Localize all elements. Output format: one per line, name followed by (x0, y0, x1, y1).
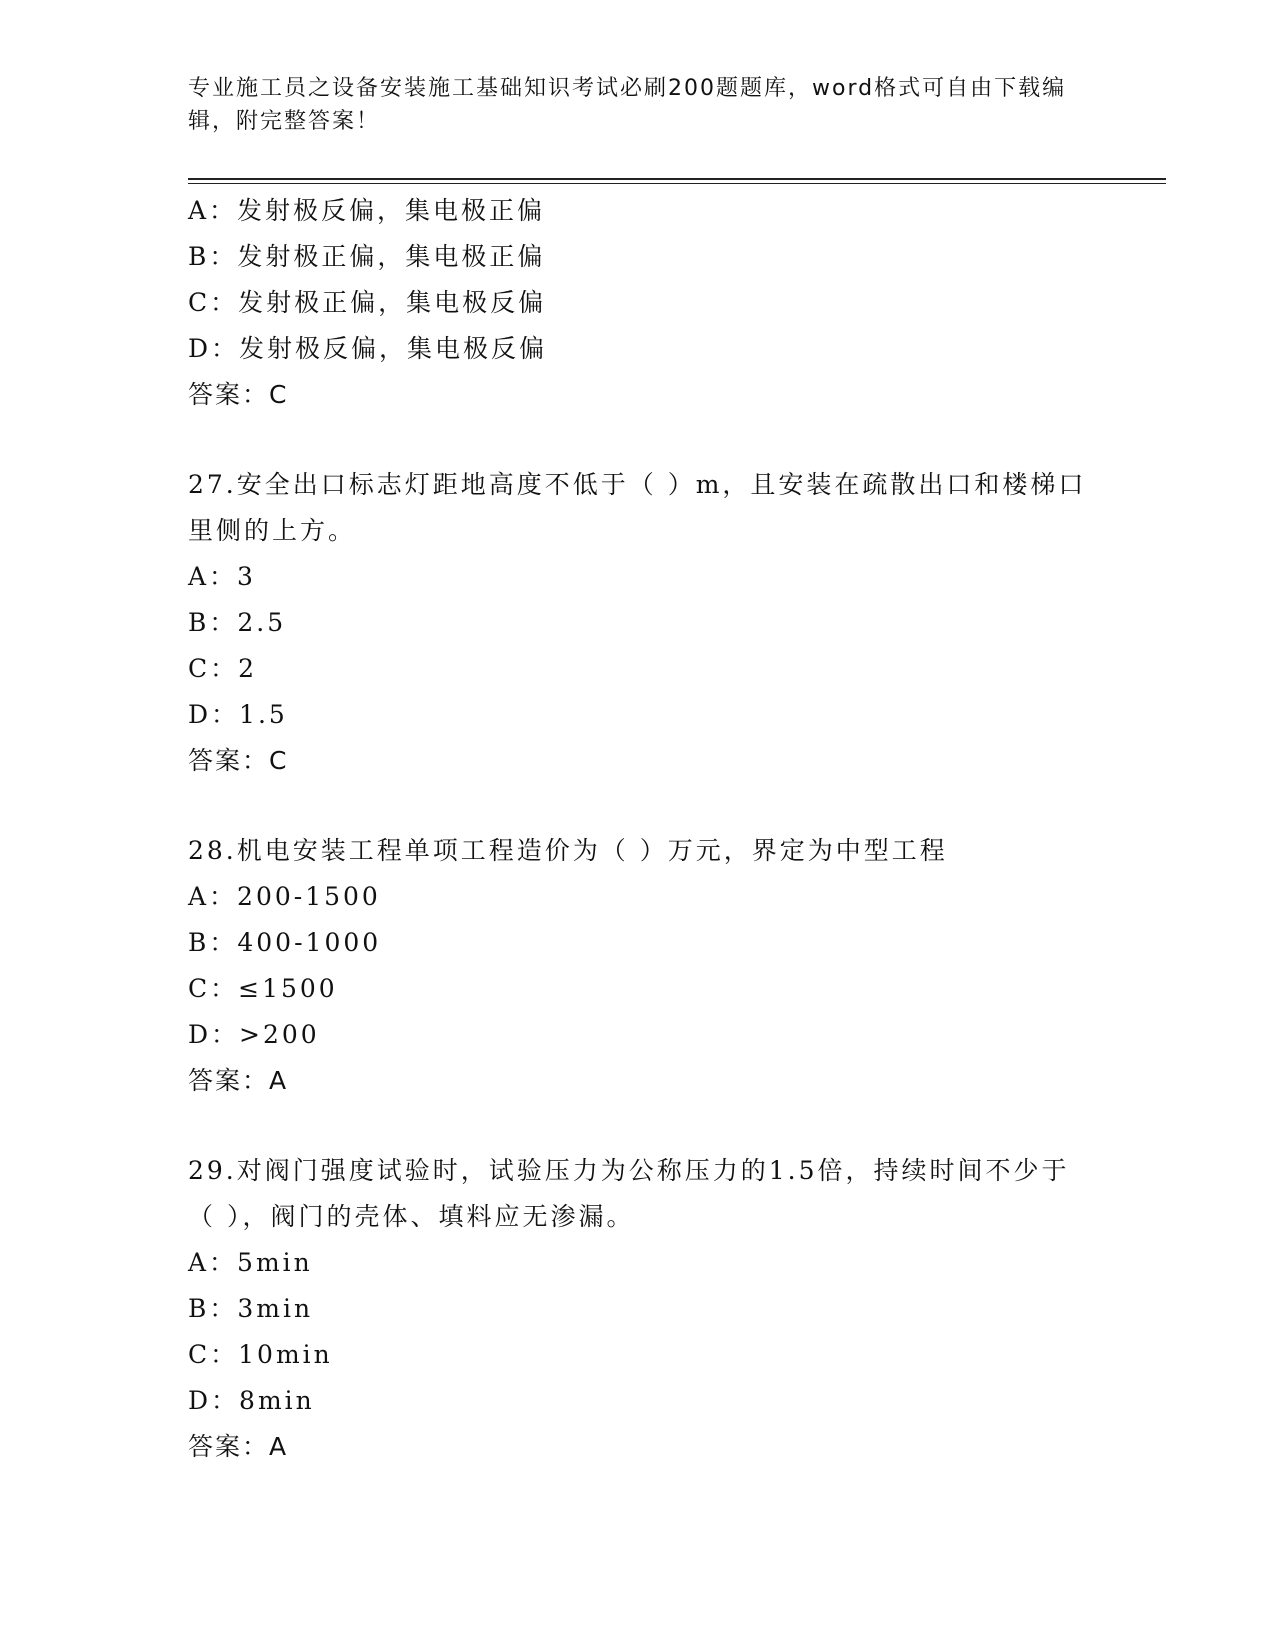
option-a: A：200-1500 (188, 882, 381, 911)
option-a: A：3 (188, 562, 256, 591)
question-28 (188, 828, 1088, 1104)
option-c: C：10min (188, 1340, 333, 1369)
option-d: D：8min (188, 1386, 315, 1415)
option-b: B：发射极正偏，集电极正偏 (188, 242, 546, 271)
option-b: B：400-1000 (188, 928, 382, 957)
document-header: 专业施工员之设备安装施工基础知识考试必刷200题题库，word格式可自由下载编辑，附完整答案！ (188, 76, 1067, 134)
question-stem: 29.对阀门强度试验时，试验压力为公称压力的1.5倍，持续时间不少于（ ），阀门的壳体、填料应无渗漏。 (188, 1156, 1070, 1231)
option-c: C：2 (188, 654, 258, 683)
header-divider-thin (188, 183, 1166, 184)
question-27 (188, 462, 1088, 784)
question-26 (188, 188, 1088, 418)
question-stem: 27.安全出口标志灯距地高度不低于（ ）m，且安装在疏散出口和楼梯口里侧的上方。 (188, 470, 1087, 545)
option-c: C：发射极正偏，集电极反偏 (188, 288, 547, 317)
option-a: A：发射极反偏，集电极正偏 (188, 196, 546, 225)
header-divider-thick (188, 178, 1166, 180)
option-a: A：5min (188, 1248, 313, 1277)
question-list (188, 188, 1088, 1470)
answer: 答案：A (188, 1432, 289, 1461)
option-d: D：发射极反偏，集电极反偏 (188, 334, 548, 363)
option-d: D：1.5 (188, 700, 288, 729)
option-d: D：>200 (188, 1020, 320, 1049)
option-b: B：2.5 (188, 608, 287, 637)
question-29 (188, 1148, 1088, 1470)
option-c: C：≤1500 (188, 974, 338, 1003)
option-b: B：3min (188, 1294, 314, 1323)
answer: 答案：A (188, 1066, 289, 1095)
answer: 答案：C (188, 746, 289, 775)
question-stem: 28.机电安装工程单项工程造价为（ ）万元，界定为中型工程 (188, 836, 948, 865)
answer: 答案：C (188, 380, 289, 409)
